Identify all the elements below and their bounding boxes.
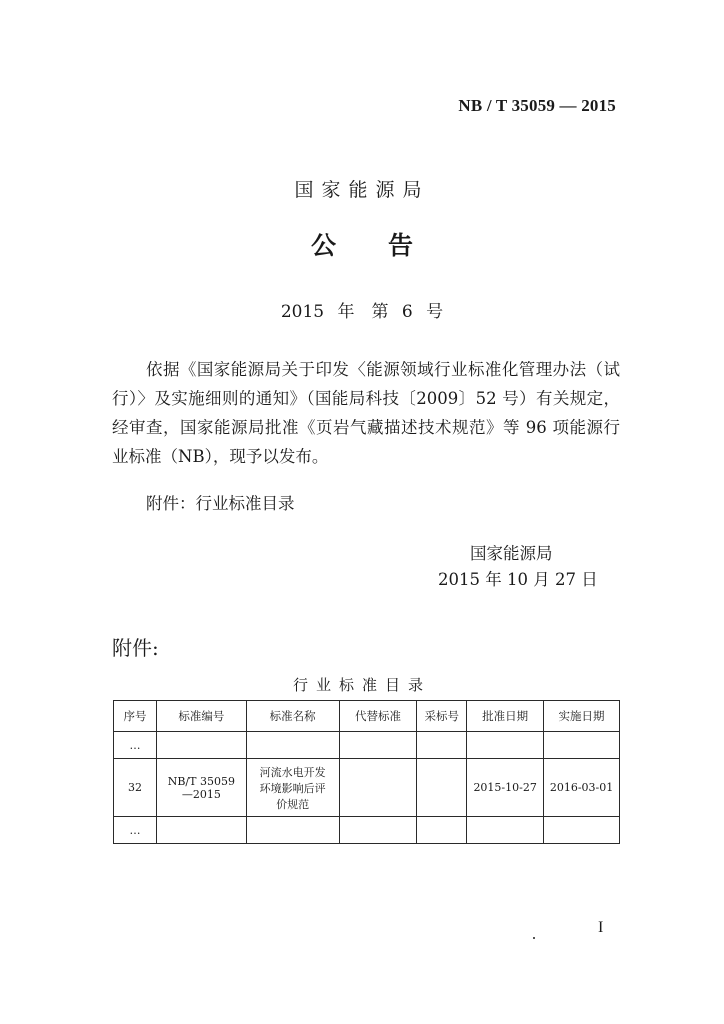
standard-code: NB / T 35059 — 2015 — [458, 96, 616, 115]
table-cell: 2016-03-01 — [544, 759, 620, 817]
column-header: 标准名称 — [246, 701, 339, 732]
table-cell — [417, 817, 467, 844]
issuing-agency: 国家能源局 — [294, 179, 430, 201]
column-header: 标准编号 — [156, 701, 246, 732]
table-cell — [467, 732, 544, 759]
table-cell — [544, 817, 620, 844]
attachment-label: 附件: — [112, 636, 159, 660]
table-row — [114, 817, 620, 844]
column-header: 批准日期 — [467, 701, 544, 732]
signature-agency: 国家能源局 — [470, 544, 553, 563]
table-cell — [339, 759, 417, 817]
column-header: 序号 — [114, 701, 157, 732]
table-cell — [246, 817, 339, 844]
table-cell: NB/T 35059—2015 — [156, 759, 246, 817]
column-header: 实施日期 — [544, 701, 620, 732]
table-cell — [417, 732, 467, 759]
table-cell — [339, 732, 417, 759]
page-number: I — [598, 919, 604, 936]
table-cell — [339, 817, 417, 844]
notice-number: 2015 年 第 6 号 — [280, 302, 444, 322]
notice-title: 公告 — [310, 231, 465, 260]
table-cell — [246, 732, 339, 759]
table-cell: 河流水电开发环境影响后评价规范 — [246, 759, 339, 817]
scan-speck — [533, 937, 535, 939]
standards-catalog-table — [113, 700, 620, 844]
attachment-note: 附件：行业标准目录 — [146, 494, 295, 513]
signature-date: 2015 年 10 月 27 日 — [438, 570, 598, 589]
table-title: 行业标准目录 — [292, 676, 431, 694]
column-header: 代替标准 — [339, 701, 417, 732]
table-row — [114, 759, 620, 817]
table-cell: 32 — [114, 759, 157, 817]
table-cell: … — [114, 732, 157, 759]
table-cell — [467, 817, 544, 844]
notice-body-paragraph: 依据《国家能源局关于印发〈能源领域行业标准化管理办法（试行）〉及实施细则的通知》（国能局科技〔2009〕52 号）有关规定，经审查，国家能源局批准《页岩气藏描述技术规范》等 96 项能源行业标准（NB），现予以发布。 — [112, 360, 620, 466]
table-cell: … — [114, 817, 157, 844]
table-row — [114, 732, 620, 759]
table-cell — [417, 759, 467, 817]
table-cell: 2015-10-27 — [467, 759, 544, 817]
column-header: 采标号 — [417, 701, 467, 732]
table-cell — [156, 817, 246, 844]
table-cell — [156, 732, 246, 759]
table-cell — [544, 732, 620, 759]
table-header-row — [114, 701, 620, 732]
